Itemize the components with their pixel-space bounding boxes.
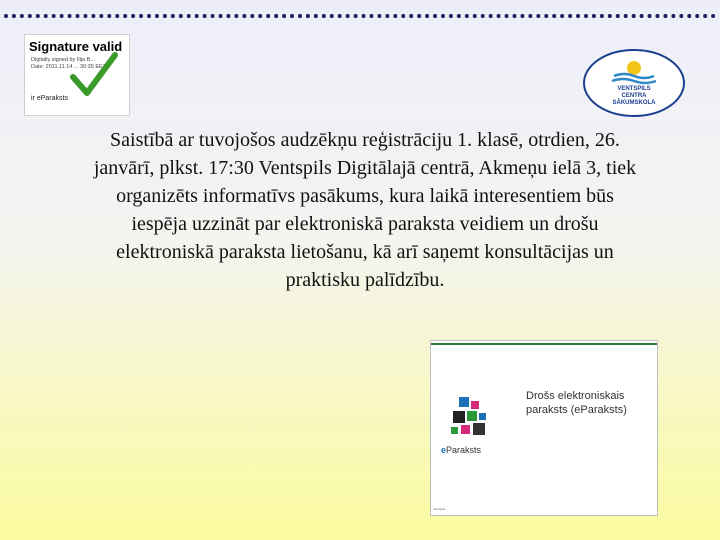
school-logo <box>582 48 686 118</box>
school-logo-emblem <box>582 48 686 118</box>
signature-footer: ir eParaksts <box>31 95 68 102</box>
logo-text-line: CENTRA <box>621 93 647 99</box>
top-dotted-border <box>4 14 716 18</box>
signature-detail-line: Digitally signed by Ilija B... <box>31 57 95 63</box>
signature-valid-badge <box>24 34 130 116</box>
slide-title-line: Drošs elektroniskais <box>526 390 625 402</box>
slide-brand <box>441 445 481 455</box>
slide-title-line: paraksts (eParaksts) <box>526 404 627 416</box>
eparaksts-slide-thumbnail <box>430 340 658 516</box>
slide-brand-rest: Paraksts <box>446 445 482 455</box>
logo-text-line: SĀKUMSKOLA <box>612 100 656 106</box>
signature-title: Signature valid <box>29 39 123 54</box>
slide-title <box>526 389 627 417</box>
checkmark-icon <box>67 49 119 99</box>
signature-detail-line: Date: 2011.11.14 ... 30:35 EET <box>31 64 107 70</box>
slide-top-line <box>431 343 657 345</box>
logo-text-line: VENTSPILS <box>617 86 651 92</box>
announcement-text: Saistībā ar tuvojošos audzēkņu reģistrāciju 1. klasē, otrdien, 26. janvārī, plkst. 17:30 Ventspils Digitālajā centrā, Akmeņu ielā 3, tiek organizēts informatīvs pasākums, kura laikā interesentiem būs iespēja uzzināt par elektroniskā paraksta veidiem un drošu elektroniskā paraksta lietošanu, kā arī saņemt konsultācijas un praktisku palīdzību. <box>93 129 637 291</box>
slide-brand-e: e <box>441 445 447 455</box>
slide-footer: Ventspils, ... <box>433 507 450 511</box>
